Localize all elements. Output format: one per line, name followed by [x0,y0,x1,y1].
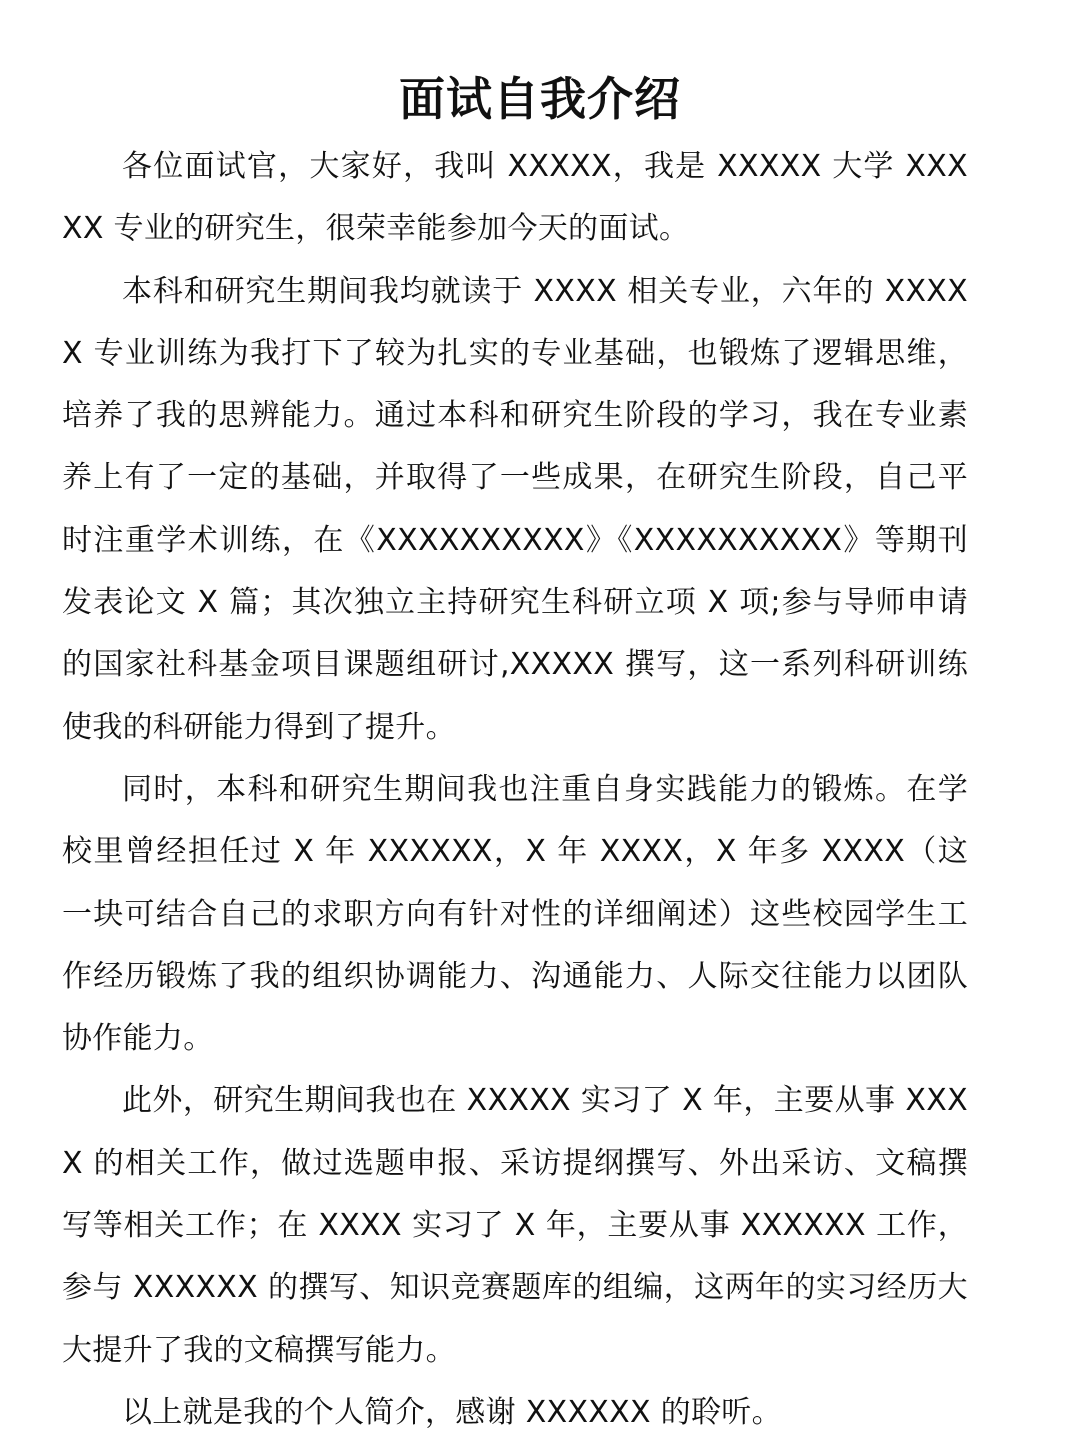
paragraph-practice: 同时，本科和研究生期间我也注重自身实践能力的锻炼。在学校里曾经担任过 X 年 XXXXXX，X 年 XXXX，X 年多 XXXX（这一块可结合自己的求职方向有针对性的详细阐述）这些校园学生工作经历锻炼了我的组织协调能力、沟通能力、人际交往能力以团队协作能力。 [62,771,968,1057]
paragraph-greeting: 各位面试官，大家好，我叫 XXXXX，我是 XXXXX 大学 XXXXX 专业的研究生，很荣幸能参加今天的面试。 [62,149,968,247]
paragraph-closing: 以上就是我的个人简介，感谢 XXXXXX 的聆听。 [122,1394,782,1430]
paragraph-internship: 此外，研究生期间我也在 XXXXX 实习了 X 年，主要从事 XXXX 的相关工作，做过选题申报、采访提纲撰写、外出采访、文稿撰写等相关工作；在 XXXX 实习了 X 年，主要从事 XXXXXX 工作，参与 XXXXXX 的撰写、知识竞赛题库的组编，这两年的实习经历大大提升了我的文稿撰写能力。 [62,1083,968,1368]
paragraph-education: 本科和研究生期间我均就读于 XXXX 相关专业，六年的 XXXXX 专业训练为我打下了较为扎实的专业基础，也锻炼了逻辑思维，培养了我的思辨能力。通过本科和研究生阶段的学习，我在专业素养上有了一定的基础，并取得了一些成果，在研究生阶段，自己平时注重学术训练，在《XXXXXXXXXX》《XXXXXXXXXX》等期刊发表论文 X 篇；其次独立主持研究生科研立项 X 项;参与导师申请的国家社科基金项目课题组研讨,XXXXX 撰写，这一系列科研训练使我的科研能力得到了提升。 [62,273,968,745]
document-title: 面试自我介绍 [399,72,681,126]
